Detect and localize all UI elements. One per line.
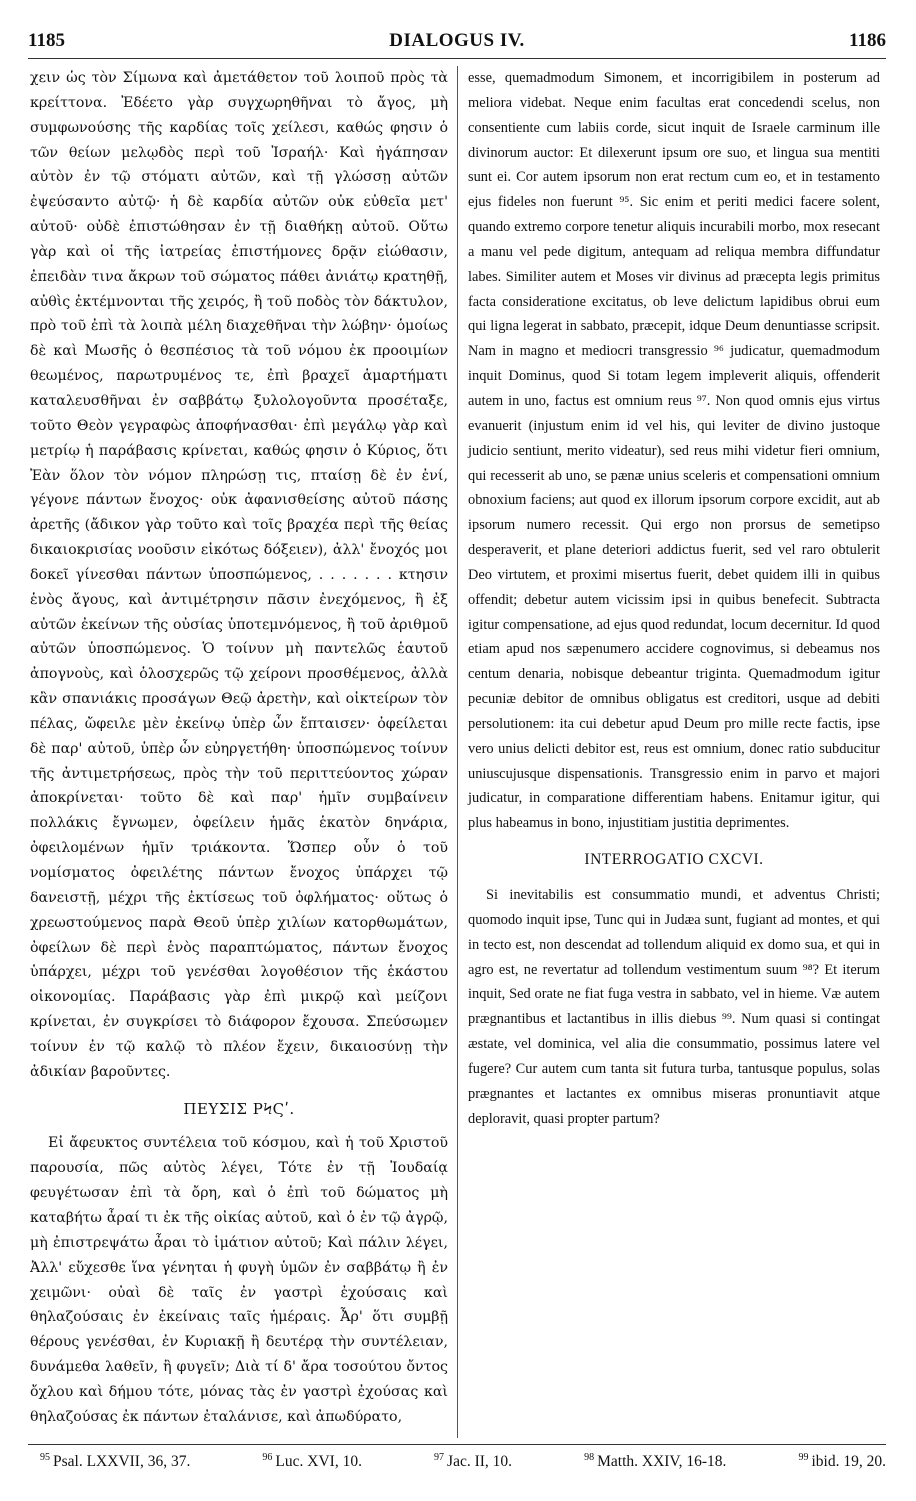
greek-column: [30, 66, 448, 1430]
footnote: $^{96}$ Luc. XVI, 10.: [262, 1452, 362, 1471]
footnote: $^{97}$ Jac. II, 10.: [434, 1452, 513, 1471]
latin-paragraph-2: Si inevitabilis est consummatio mundi, et adventus Christi; quomodo inquit ipse, Tunc qui in Judæa sunt, fugiant ad montes, et qui in tecto est, non descendat ad tollendum aliquid ex domo sua, et qui in agro est, ne revertatur ad tollendum vestimentum suum ⁹⁸? Et iterum inquit, Sed orate ne fiat fuga vestra in sabbato, vel in hieme. Væ autem prægnantibus et lactantibus in illis diebus ⁹⁹. Num quasi si contingat æstate, vel dominica, vel alia die consummatio, possimus latere vel fugere? Cur autem cum tanta sit futura turba, tantusque populus, solas prægnantes et lactantes ex omnibus miseras pronuntiavit atque deploravit, quasi propter partum?: [468, 887, 880, 1127]
left-page-number: 1185: [28, 30, 65, 51]
header-rule: [28, 58, 886, 59]
running-head: [28, 30, 886, 56]
footnote: $^{95}$ Psal. LXXVII, 36, 37.: [40, 1452, 191, 1471]
column-divider: [457, 66, 458, 1438]
latin-column: [468, 66, 880, 1131]
footnote: $^{98}$ Matth. XXIV, 16-18.: [584, 1452, 727, 1471]
greek-paragraph-1: χειν ὡς τὸν Σίμωνα καὶ ἀμετάθετον τοῦ λοιποῦ πρὸς τὰ κρείττονα. Ἐδέετο γὰρ συγχωρηθῆναι τὸ ἄγος, μὴ συμφωνούσης τῆς καρδίας τοῖς χείλεσι, καθώς φησιν ὁ τῶν θείων μελῳδὸς περὶ τοῦ Ἰσραήλ· Καὶ ἠγάπησαν αὐτὸν ἐν τῷ στόματι αὐτῶν, καὶ τῇ γλώσσῃ αὐτῶν ἐψεύσαντο αὐτῷ· ἡ δὲ καρδία αὐτῶν οὐκ εὐθεῖα μετ' αὐτοῦ· οὐδὲ ἐπιστώθησαν ἐν τῇ διαθήκῃ αὐτοῦ. Οὕτω γὰρ καὶ οἱ τῆς ἰατρείας ἐπιστήμονες δρᾷν εἰώθασιν, ἐπειδὰν τινα ἄκρων τοῦ σώματος πάθει ἀνιάτῳ κρατηθῇ, αὐθὶς ἐκτέμνονται τῆς χειρός, ἢ τοῦ ποδὸς τὸν δάκτυλον, πρὸ τοῦ ἐπὶ τὰ λοιπὰ μέλη διαχεθῆναι τὴν λώβην· ὁμοίως δὲ καὶ Μωσῆς ὁ θεσπέσιος τὰ τοῦ νόμου ἐκ προοιμίων θεωμένος, παρωτρυμένος τε, ἐπὶ βραχεῖ ἁμαρτήματι καταλευσθῆναι ἐν σαββάτῳ ξυλολογοῦντα προσέταξε, τοῦτο Θεὸν γεγραφὼς ἀποφήνασθαι· ἐπὶ μεγάλῳ γὰρ καὶ μετρίῳ ἡ παράβασις κρίνεται, καθώς φησιν ὁ Κύριος, ὅτι Ἐὰν ὅλον τὸν νόμον πληρώσῃ τις, πταίσῃ δὲ ἐν ἑνί, γέγονε πάντων ἔνοχος· οὐκ ἀφανισθείσης αὐτοῦ πάσης ἀρετῆς (ἄδικον γὰρ τοῦτο καὶ τοῖς βραχέα περὶ τῆς θείας δικαιοκρισίας νοοῦσιν εἰκότως δόξειεν), ἀλλ' ἔνοχός μοι δοκεῖ γίνεσθαι πάντων ὑποσπώμενος, . . . . . . . κτησιν ἑνὸς ἄγους, καὶ ἀντιμέτρησιν πᾶσιν ἐνεχόμενος, ἢ ἐξ αὐτῶν ἐκείνων τῆς οὐσίας ὑποτεμνόμενος, ἢ τοῦ ἀριθμοῦ αὐτῶν ὑποσπώμενος. Ὁ τοίνυν μὴ παντελῶς ἑαυτοῦ ἀπογνοὺς, καὶ ὁλοσχερῶς τῷ χείρονι προσθέμενος, ἀλλὰ κἂν σπανιάκις προσάγων Θεῷ ἀρετὴν, καὶ οἰκτείρων τὸν πέλας, ὤφειλε μὲν ἐκείνῳ ὑπὲρ ὧν ἔπταισεν· ὀφείλεται δὲ παρ' αὐτοῦ, ὑπὲρ ὧν εὐηργετήθη· ὑποσπώμενος τοίνυν τῆς ἀντιμετρήσεως, πρὸς τὴν τοῦ περιττεύοντος χώραν ἀποκρίνεται· τοῦτο δὲ καὶ παρ' ἡμῖν συμβαίνειν πολλάκις ἔγνωμεν, ὀφείλειν ἡμᾶς ἑκατὸν δηνάρια, ὀφειλομένων ἡμῖν τριάκοντα. Ὥσπερ οὖν ὁ τοῦ νομίσματος ὀφειλέτης πάντων ἔνοχος ὑπάρχει τῷ δανειστῇ, μέχρι τῆς ἐκτίσεως τοῦ ὀφλήματος· οὕτως ὁ χρεωστούμενος παρὰ Θεοῦ ὑπὲρ χιλίων κατορθωμάτων, ὀφείλων δὲ περὶ ἑνὸς παραπτώματος, πάντων ἔνοχος ὑπάρχει, μέχρι τοῦ γενέσθαι λογοθέσιον τῆς ἑκάστου οἰκονομίας. Παράβασις γὰρ ἐπὶ μικρῷ καὶ μείζονι κρίνεται, ἐν συγκρίσει τὸ διάφορον ἔχουσα. Σπεύσωμεν τοίνυν ἐν τῷ καλῷ τὸ πλέον ἔχειν, δικαιοσύνῃ τὴν ἀδικίαν βαροῦντες.: [30, 70, 448, 1080]
footnote: $^{99}$ ibid. 19, 20.: [798, 1452, 886, 1471]
latin-paragraph-1: esse, quemadmodum Simonem, et incorrigibilem in posterum ad meliora videbat. Neque enim facultas erat concedendi scelus, non consentiente cum labiis corde, sicut inquit de Israele carminum ille divinorum auctor: Et dilexerunt ipsum ore suo, et lingua sua mentiti sunt ei. Cor autem ipsorum non erat rectum cum eo, et in testamento ejus fideles non fuerunt ⁹⁵. Sic enim et periti medici facere solent, quando extremo corpore tenetur aliquis incurabili morbo, mox resecant a manu vel pede digitum, antequam ad reliqua membra diffundatur labes. Similiter autem et Moses vir divinus ad præcepta legis primitus facta consideratione excitatus, ob leve delictum lapidibus obrui eum qui ligna legerat in sabbato, præcepit, idque Deum denuntiasse scripsit. Nam in magno et mediocri transgressio ⁹⁶ judicatur, quemadmodum inquit Dominus, quod Si totam legem impleverit aliquis, offenderit autem in uno, factus est omnium reus ⁹⁷. Non quod omnis ejus virtus evanuerit (injustum enim id vel his, qui leviter de divino justoque judicio sentiunt, merito videatur), sed reus mihi videtur fieri omnium, qui recesserit ab uno, se pænæ unius sceleris et compensationi omnium obnoxium faciens; aut quod ex illorum ipsorum corpore excidit, aut ab ipsorum numero recessit. Qui ergo non prorsus de semetipso desperaverit, et plane deteriori addictus fuerit, sed vel raro obtulerit Deo virtutem, et proximi misertus fuerit, debet quidem illi in quibus offendit; debetur autem vicissim ipsi in quibus benefecit. Subtracta igitur compensatione, ad ejus quod redundat, locum decernitur. Id quod etiam apud nos sæpenumero accidere cognovimus, si debeamus nos centum denaria, nobisque debeantur triginta. Quemadmodum igitur pecuniæ debitor de omnibus obligatus est creditori, usque ad debiti persolutionem: ita cui debetur apud Deum pro mille recte factis, ipse vero unius delicti debitor est, reus est omnium, donec ratio subducitur uniuscujusque dispensationis. Transgressio enim in parvo et majori judicatur, in comparatione differentiam habens. Enitamur igitur, qui plus habeamus in bono, injustitiam justitia deprimentes.: [468, 70, 880, 832]
footnotes: [40, 1452, 886, 1471]
latin-section-title: INTERROGATIO CXCVI.: [584, 851, 764, 869]
right-page-number: 1186: [849, 30, 886, 51]
greek-section-title: ΠΕΥΣΙΣ ΡϞϚʹ.: [183, 1099, 295, 1118]
page-title: DIALOGUS IV.: [389, 30, 525, 51]
footnote-rule: [28, 1444, 886, 1445]
greek-paragraph-2: Εἰ ἄφευκτος συντέλεια τοῦ κόσμου, καὶ ἡ τοῦ Χριστοῦ παρουσία, πῶς αὐτὸς λέγει, Τότε ἐν τῇ Ἰουδαίᾳ φευγέτωσαν ἐπὶ τὰ ὄρη, καὶ ὁ ἐπὶ τοῦ δώματος μὴ καταβήτω ἆραί τι ἐκ τῆς οἰκίας αὐτοῦ, καὶ ὁ ἐν τῷ ἀγρῷ, μὴ ἐπιστρεψάτω ἆραι τὸ ἱμάτιον αὐτοῦ; Καὶ πάλιν λέγει, Ἀλλ' εὔχεσθε ἵνα γένηται ἡ φυγὴ ὑμῶν ἐν σαββάτῳ ἢ ἐν χειμῶνι· οὐαὶ δὲ ταῖς ἐν γαστρὶ ἐχούσαις καὶ θηλαζούσαις ἐν ἐκείναις ταῖς ἡμέραις. Ἆρ' ὅτι συμβῇ θέρους γενέσθαι, ἐν Κυριακῇ ἢ δευτέρᾳ τὴν συντέλειαν, δυνάμεθα λαθεῖν, ἢ φυγεῖν; Διὰ τί δ' ἄρα τοσούτου ὄντος ὄχλου καὶ δήμου τότε, μόνας τὰς ἐν γαστρὶ ἐχούσας καὶ θηλαζούσας ἐκ πάντων ἐταλάνισε, καὶ ἀπωδύρατο,: [30, 1135, 448, 1425]
